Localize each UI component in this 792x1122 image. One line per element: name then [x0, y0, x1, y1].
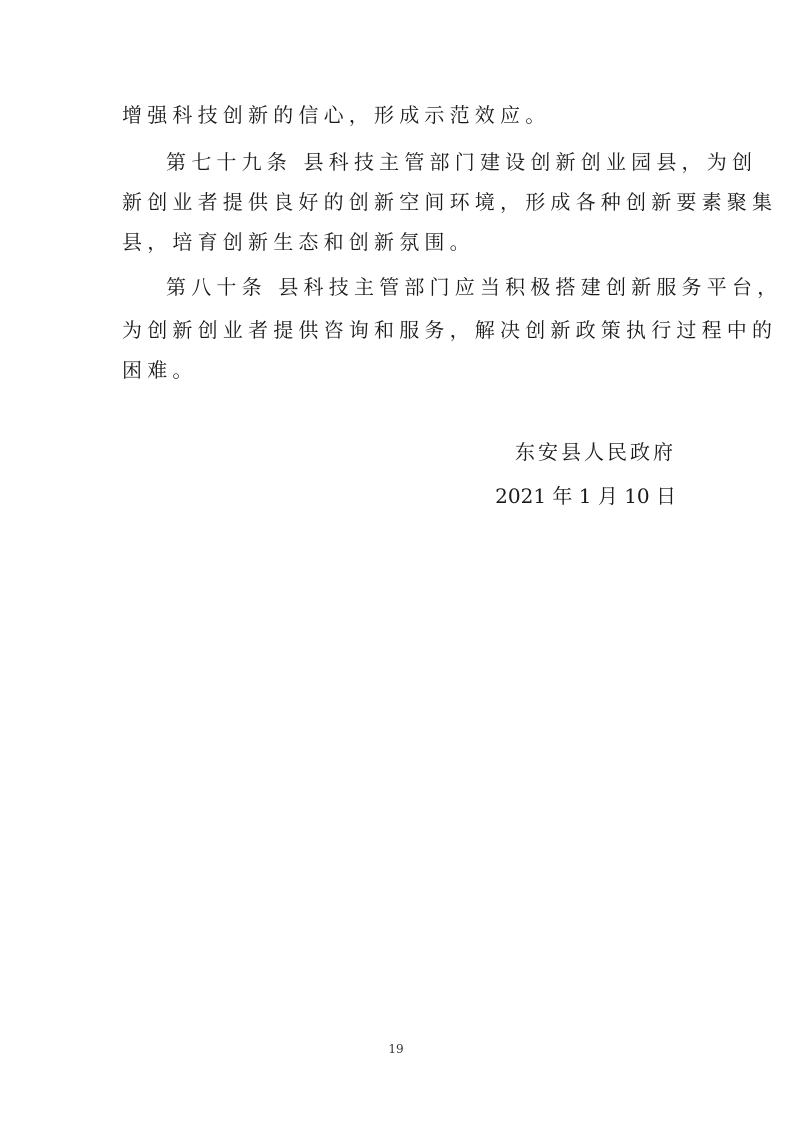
- article-79-line-1: 第七十九条 县科技主管部门建设创新创业园县，为创: [166, 150, 758, 174]
- article-80-line-1: 第八十条 县科技主管部门应当积极搭建创新服务平台，: [166, 275, 783, 299]
- article-79-line-3: 县，培育创新生态和创新氛围。: [122, 230, 475, 254]
- page-number: 19: [388, 1042, 404, 1056]
- issuing-authority: 东安县人民政府: [515, 440, 676, 464]
- issue-date: 2021 年 1 月 10 日: [495, 484, 676, 508]
- article-79-line-2: 新创业者提供良好的创新空间环境，形成各种创新要素聚集: [122, 190, 778, 214]
- paragraph-continuation-line: 增强科技创新的信心，形成示范效应。: [122, 103, 551, 127]
- article-80-line-2: 为创新创业者提供咨询和服务，解决创新政策执行过程中的: [122, 318, 778, 342]
- article-80-line-3: 困难。: [122, 358, 198, 382]
